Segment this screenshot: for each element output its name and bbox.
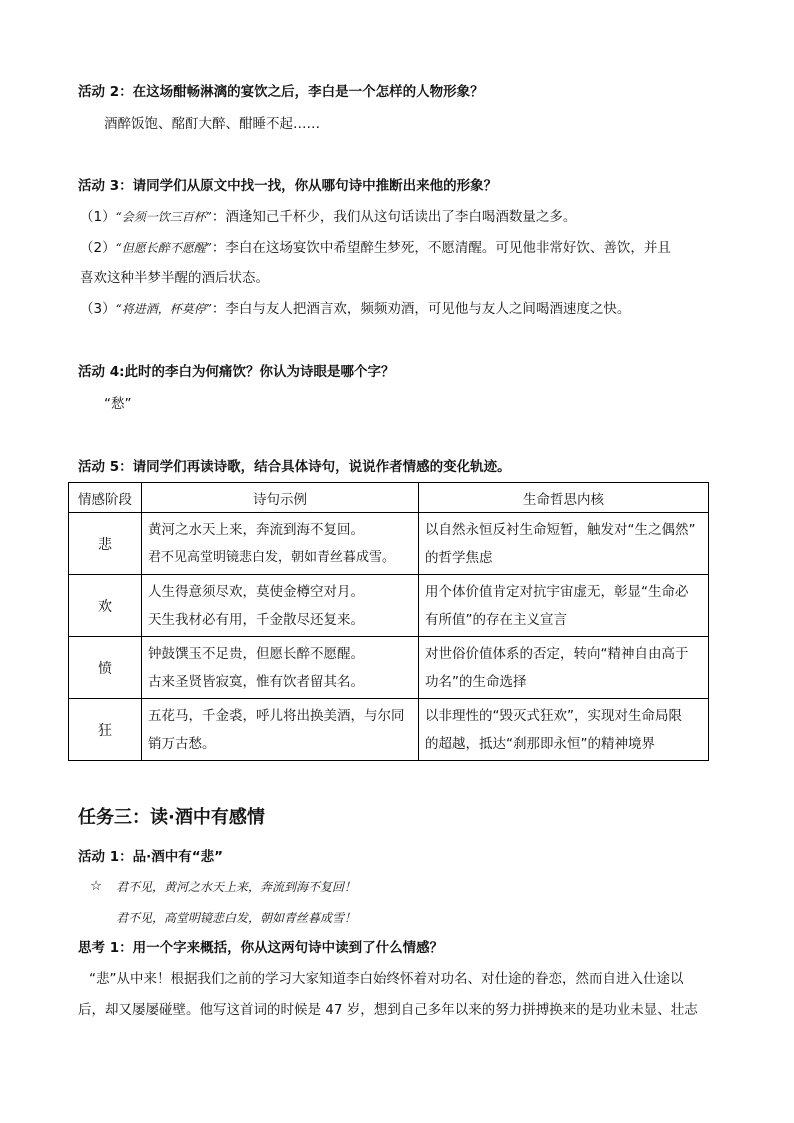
item-text: ：李白与友人把酒言欢，频频劝酒，可见他与友人之间喝酒速度之快。: [211, 301, 631, 317]
column-header: 生命哲思内核: [419, 483, 709, 513]
activity4-title: 活动 4:此时的李白为何痛饮？你认为诗眼是哪个字？: [78, 364, 395, 380]
emotion-stage: 悲: [69, 513, 142, 575]
activity2-answer: 酒醉饭饱、酩酊大醉、酣睡不起……: [104, 116, 320, 132]
item-number: （1）: [80, 209, 116, 225]
poem-line: 天生我材必有用，千金散尽还复来。: [148, 611, 364, 628]
column-header: 情感阶段: [69, 483, 142, 513]
activity3-title: 活动 3：请同学们从原文中找一找，你从哪句诗中推断出来他的形象？: [78, 178, 498, 194]
item-number: （2）: [80, 240, 116, 256]
table-row: [69, 637, 709, 699]
core-cell: [419, 699, 709, 761]
poem-line: 销万古愁。: [148, 735, 216, 752]
item-quote: “会须一饮三百杯”: [115, 210, 212, 224]
activity2-title: 活动 2：在这场酣畅淋漓的宴饮之后，李白是一个怎样的人物形象？: [78, 84, 484, 100]
core-line: 以自然永恒反衬生命短暂，触发对“生之偶然”: [425, 521, 696, 538]
activity5-title: 活动 5：请同学们再读诗歌，结合具体诗句，说说作者情感的变化轨迹。: [78, 459, 511, 475]
poem-cell: [142, 513, 419, 575]
core-cell: [419, 513, 709, 575]
activity4-answer: “愁”: [104, 396, 132, 412]
poem-cell: [142, 575, 419, 637]
task3-heading: 任务三：读·酒中有感情: [78, 807, 265, 828]
poem-line: 五花马，千金裘，呼儿将出换美酒，与尔同: [148, 707, 405, 724]
item-text: ：酒逢知己千杯少，我们从这句话读出了李白喝酒数量之多。: [211, 209, 577, 225]
table-row: [69, 699, 709, 761]
core-line: 的哲学焦虑: [425, 549, 493, 566]
activity3-item-2: [80, 238, 671, 258]
core-line: 对世俗价值体系的否定，转向“精神自由高于: [425, 645, 689, 662]
activity3-item-3: [80, 299, 630, 319]
emotion-stage: 狂: [69, 699, 142, 761]
paragraph-line-2: 后，却又屡屡碰壁。他写这首词的时候是 47 岁，想到自己多年以来的努力拼搏换来的是功业未显、壮志: [78, 1002, 698, 1018]
verse-line-2: 君不见，高堂明镜悲白发，朝如青丝暮成雪！: [116, 911, 357, 925]
activity3-item-2-continued: 喜欢这种半梦半醒的酒后状态。: [80, 270, 269, 286]
core-line: 用个体价值肯定对抗宇宙虚无，彰显“生命必: [425, 583, 689, 600]
item-text: ：李白在这场宴饮中希望醉生梦死，不愿清醒。可见他非常好饮、善饮，并且: [211, 240, 671, 256]
core-line: 有所值”的存在主义宣言: [425, 611, 567, 628]
core-line: 功名”的生命选择: [425, 673, 527, 690]
item-quote: “但愿长醉不愿醒”: [115, 241, 212, 255]
verse-line-1: 君不见，黄河之水天上来，奔流到海不复回！: [116, 880, 357, 894]
emotion-table: [68, 482, 709, 761]
task3-activity1-title: 活动 1：品·酒中有“悲”: [78, 849, 223, 865]
emotion-stage: 欢: [69, 575, 142, 637]
think1-title: 思考 1：用一个字来概括，你从这两句诗中读到了什么情感？: [78, 940, 444, 956]
item-number: （3）: [80, 301, 116, 317]
core-line: 的超越，抵达“刹那即永恒”的精神境界: [425, 735, 655, 752]
star-mark: ☆: [90, 878, 103, 894]
core-line: 以非理性的“毁灭式狂欢”，实现对生命局限: [425, 707, 682, 724]
poem-line: 古来圣贤皆寂寞，惟有饮者留其名。: [148, 673, 364, 690]
activity3-item-1: [80, 207, 576, 227]
table-header-row: [69, 483, 709, 513]
table-row: [69, 575, 709, 637]
poem-line: 黄河之水天上来，奔流到海不复回。: [148, 521, 364, 538]
column-header: 诗句示例: [142, 483, 419, 513]
poem-line: 人生得意须尽欢，莫使金樽空对月。: [148, 583, 364, 600]
core-cell: [419, 637, 709, 699]
poem-cell: [142, 699, 419, 761]
poem-cell: [142, 637, 419, 699]
table-row: [69, 513, 709, 575]
poem-line: 钟鼓馔玉不足贵，但愿长醉不愿醒。: [148, 645, 364, 662]
emotion-stage: 愤: [69, 637, 142, 699]
core-cell: [419, 575, 709, 637]
paragraph-line-1: “悲”从中来！根据我们之前的学习大家知道李白始终怀着对功名、对仕途的眷恋，然而自进入仕途以: [89, 971, 684, 987]
item-quote: “将进酒，杯莫停”: [115, 302, 212, 316]
poem-line: 君不见高堂明镜悲白发，朝如青丝暮成雪。: [148, 549, 396, 565]
